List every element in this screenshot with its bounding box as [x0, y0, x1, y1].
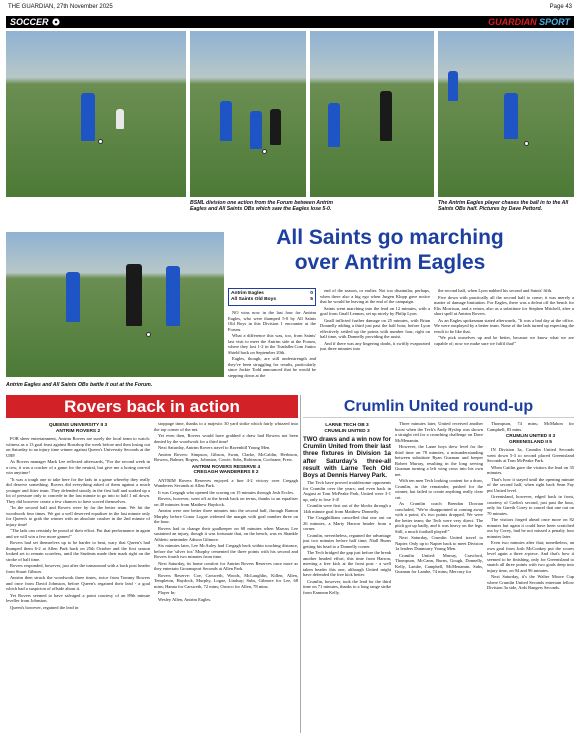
main-col-1: NO wins now in the last four for Antrim Eagles, who were thumped 5-0 by All Saints Old Boys in this Division 1 encounter at the Forum. What a difference this was, too, from Saints' last visit to meet the Antrim side at the Forum, where they lost 1-2 in the Toadaller.Com Junior Shield back on September 20th. Eagles, though, are still understrength and they've been struggling for results, particularly since Jackie Todd announced that he would be stepping down at the — [228, 310, 316, 378]
page-header — [0, 0, 580, 14]
rovers-col-2: stoppage time, thanks to a majestic 30 yard strike which fairly whizzed into the top corner of the net. Yet even then, Rovers would have grabbed a draw had Bowers not been denied by the woodwork for a third time! Next Saturday, Antrim Rovers travel to Ravenhill Young Men. Antrim Rovers: Simpson, Gibson, Swan, Clarke, McCaldin, Herbison, Bowers, Balmer, Rogers, Johnston, Cowie; Subs, Robinson, Cochrane, Frew. ANTRIM ROVERS RESERVE 4 CREGAGH WANDERERS II 2 ANTRIM Rovers Reserves enjoyed a fine 4-2 victory over Cregagh Wanderers Seconds at Allen Park. It was Cregagh who opened the scoring on 15 minutes through Josh Eccles. Rovers, however, went off at the break back on terms, thanks to an equaliser on 40 minutes from Matthew Haydock. Antrim were one better three minutes into the second half, through Ramon Murphy before Conor Logue widened the margin with goal number three on the hour. Rovers had to change their goalkeeper on 68 minutes when Marcus Lee sustained an injury, though it was fortunate that, on the bench, was ex Shankle Athletic netminder Adison Gilmore. Six minutes later, Lee McAuley had Cregagh back within touching distance, before the 'silver fox' Murphy cemented the three points with his second and Rovers fourth two minutes from time. Next Saturday, its home comfort for Antrim Rovers Reserves once more as they entertain Groomsport Seconds at Allen Park. Rovers Reserve: Coe, Carsweth, Woods, McLaughlin, Killen, Allen, Templeton, Haydock, Murphy, Logue, Lindsay; Subs, Gilmore for Lee, 68 mins; Hanna for Carsweth, 72 mins; Orozco for Allen, 78 mins. Player In: Wesley Allen, Antrim Eagles. — [154, 421, 298, 602]
football-icon — [52, 18, 60, 26]
main-col-2: end of the season, or earlier. Not too dissimilar, perhaps, when there also a big ego when Jurgen Klopp gave notice that he would be leaving at the end of the campaign. Saints went marching into the lead on 12 minutes, with a goal from Gnall Lennon, set up nicely by Philip Lyon. Gnall inflicted further damage on 25 minutes, with Brian Donnelly adding a third just past the half hour, before Lyon effectively settled up the points with number four, right on half time, with Donnelly providing the assist. And if there was any lingering doubt, it swiftly evaporated just three minutes into — [320, 288, 430, 351]
photo-caption-right: The Antrim Eagles player chases the ball in to the All Saints OBs half. Pictures by Dave Pettord. — [438, 200, 569, 213]
brand-logo: GUARDIAN SPORT — [488, 17, 570, 27]
match-photo-4 — [438, 31, 574, 197]
match-photo-5 — [6, 232, 224, 377]
match-photo-3 — [310, 31, 434, 197]
photo-caption-top: BSML division one action from the Forum between Antrim Eagles and All Saints OBs which saw the Eagles lose 5-0. — [190, 200, 333, 213]
paper-date: THE GUARDIAN, 27th November 2025 — [8, 4, 113, 10]
main-headline: All Saints go marching over Antrim Eagles — [276, 226, 504, 274]
column-divider — [300, 395, 301, 733]
page-number: Page 43 — [549, 4, 572, 10]
section-banner — [6, 16, 574, 28]
match-photo-1 — [6, 31, 186, 197]
crumlin-col-2: Three minutes later, United received another boost when the Tech's Andy Hyslop was shown a straight red for a crunching challenge on Dave McMenamin. However, the Larne boys drew level for the third time on 78 minutes, a misunderstanding between substitute Ryan Guzman and keeper Robert Murray, resulting in the long serving Guzman turning a left wing cross into his own net. With ten men Tech looking content for a draw, Crumlin, in the remainder, pushed for the winner, but failed to create anything really clear cut. As Crumlin coach Brendan Dorrian concluded, "We're disappointed at coming away with a point; it's two points dropped. We were the better team; the Tech were very direct. The pitch got up badly, and it was heavy on the legs. Still, a much football played!" Next Saturday, Crumlin United travel to Napier. Only up to Napier back to meet Division 1a leaders Dunmurry Young Men. Crumlin United: Murray, Crawford, Thompson, McCann, Burns, Gough, Donnelly, Kelly, Lambe, Campbell, McMenamin. Subs, Guzman for Lambe, 74 mins; Mercury for — [395, 421, 483, 574]
match-photo-2 — [190, 31, 306, 197]
rovers-col-1: QUEENS UNIVERSITY II 3 ANTRIM ROVERS 2 FOR sheer entertainment, Antrim Rovers are surely the local team to watch: witness as a 13 goal feast against Rostrhop the week before and then losing out on Saturday to an injury time winner against Queen's University Seconds at the UBP. As Rovers manager Mark Lee reflected afterwards, "For the second week in a row, it was a cracker of a game for the neutral, but give me a boring one-nil win anytime! "It was a tough one to take here for the lads in a game whereby they really did deserve something. Rovers did everything asked of them against a much younger and fitter team. They defended stoutly in the first half and soaked up a lot of pressure only to concede in the last minute to go into to half 1 nil down. They did however create a few chances to have scored themselves. "In the second half and Rovers were by far the better team. We hit the woodwork four times. We got a well deserved equaliser in the last minute only for Queen's to grab the winner with an absolute crusher in the 2nd minute of injury time! "The lads can certainly be proud of their effort. Put that performance in again and we will win a few more games!" Rovers had set themselves up to be harder to beat, wary that Queen's had thumped them 6-2 at Allen Park back on 25th October and the first season looked set to remain scoreless, until the Students made their mark right on the stroke of half time. Rovers responded, however, just after the turnaround with a back post header from Stuart Gibson. Antrim then struck the woodwork three times, twice from Tommy Bowers and once from David Johnston, before Queen's regained their lead - a goal which had a suspicion of offside about it. Yet Rovers seemed to have salvaged a point courtesy of an 89th minute leveller from Johnston. Queen's however, regained the lead in — [6, 423, 150, 610]
crumlin-col-3: Thompson, 74 mins; McMahon for Campbell, 83 mins. CRUMLIN UNITED II 3 GREENISLAND II 5 IN Division 3a, Crumlin United Seconds went down 5-3 to second placed Greenisland Seconds at Tom McPeake Park. When Caitlin gave the visitors the lead on 35 minutes. That's how it stayed until the opening minute of the second half, when right back Sean Fay put United level. Greenisland, however, edged back in front, courtesy of Carlin's second, just past the hour, only for Gareth Corey to cancel that one out on 70 minutes. The visitors forged ahead once more on 82 minutes but again it could have been scratched out by Corey, had he not missed a penalty four minutes later. Even two minutes after that; nonetheless, an own goal from Josh McConkey put the scores level again a three a-piece. And that's how it seemed to be finishing, only for Greenisland to snatch all three points with two goals deep into injury time, on 94 and 96 minutes. Next Saturday, it's the Walter Moore Cup where Crumlin United Seconds entertain fellow Division 3a side, Ards Rangers Seconds. — [487, 421, 574, 590]
crumlin-col-1: LARNE TECH OB 3 CRUMLIN UNITED 3 TWO draws and a win now for Crumlin United from their last three fixtures in Division 1a after Saturday's three-all result with Larne Tech Old Boys at Dennis Harvey Park. The Tech have proved troublesome opponents for Crumlin over the years; and even back in August at Tom McPeake Park, United were 3-1 up, only to lose 3-4! Crumlin were first out of the blocks through a 14th minute goal from Matthew Donnelly. The Cragghillians cancelled that one out on 26 minutes, a Marty Harron header from a corner. Crumlin, nevertheless, regained the advantage just two minutes before half time; Niall Burns getting his head to a Donnelly corner. The Tech bridged the gap just before the break another headed effort, this time from Harron, meeting a free kick at the front post - a well taken header this one, although United might have defended the free kick better. Crumlin, however, took the lead for the third time on 71 minutes, thanks to a long range strike from Eamonn Kelly. — [303, 423, 391, 595]
photo-caption-left: Antrim Eagles and All Saints OBs battle it out at the Forum. — [6, 382, 153, 388]
main-col-3: the second half, when Lyon nabbed his second and Saints' fifth. Five down with practically all the second half to come; it was merely a matter of damage limitation. For Eagles, there was a defeat off the bench for Elis Morrison, and a return, also as a substitute for Stephen Mitchell, after a short spell at Antrim Rovers. As an Eagles spokesman stated afterwards, "It was a bad day at the office. We were outplayed by a better team. None of the lads turned up expecting the result to be like that. "We pick ourselves up and be better, because we know what we are capable of; now we make sure we fulfil that!" — [434, 288, 574, 346]
rovers-headline: Rovers back in action — [6, 395, 298, 418]
section-title: SOCCER — [6, 17, 60, 27]
crumlin-headline: Crumlin United round-up — [303, 395, 574, 418]
score-box: Antrim Eagles 0 All Saints Old Boys 5 — [228, 288, 316, 306]
